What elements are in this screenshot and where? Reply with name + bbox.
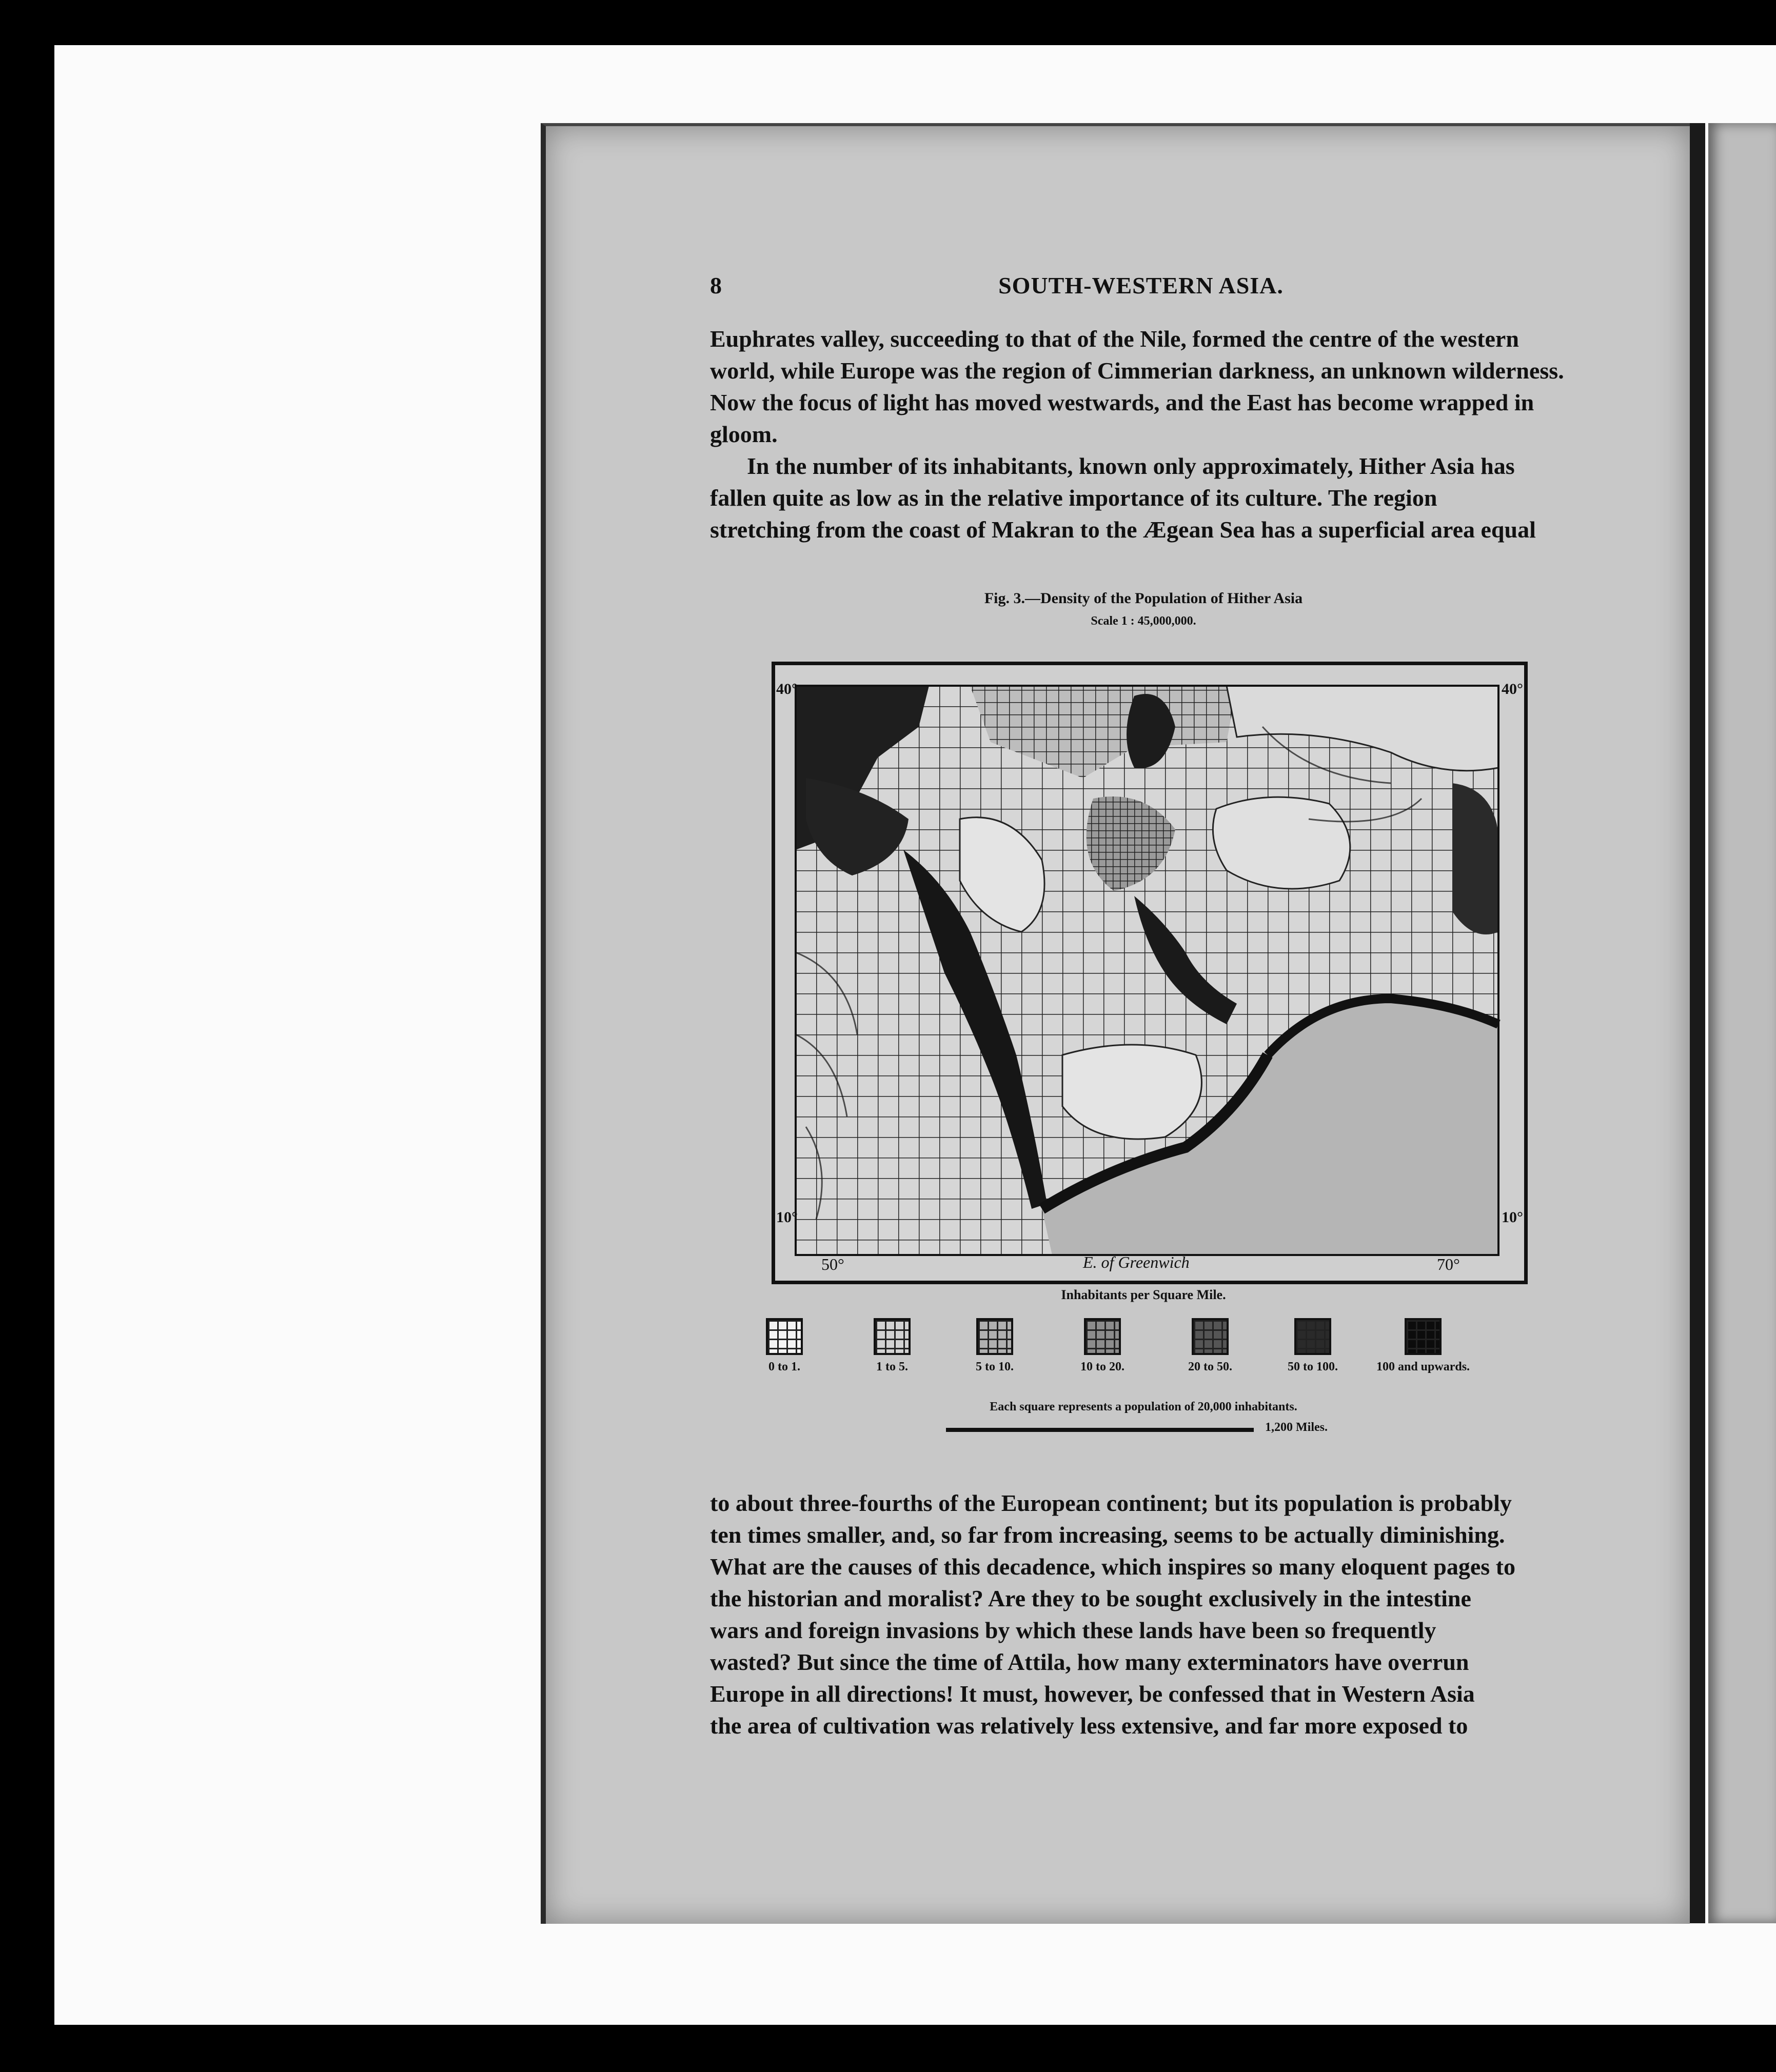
legend-item: [1361, 1318, 1485, 1374]
legend-item: [1059, 1318, 1146, 1374]
text-line: gloom.: [710, 421, 778, 447]
legend-label: 5 to 10.: [976, 1360, 1014, 1373]
legend-label: 100 and upwards.: [1376, 1360, 1470, 1373]
population-density-map: [772, 662, 1528, 1284]
map-graphic: [775, 665, 1517, 1273]
book-gutter: [1690, 123, 1705, 1923]
text-line: world, while Europe was the region of Cimmerian darkness, an unknown wilderness.: [710, 357, 1564, 384]
legend-swatch: [1084, 1318, 1121, 1355]
legend-item: [1269, 1318, 1356, 1374]
facing-page-edge: [1708, 123, 1776, 1923]
scale-bar: [946, 1428, 1254, 1432]
longitude-label-right: 70°: [1437, 1255, 1460, 1273]
legend-swatch: [1192, 1318, 1229, 1355]
latitude-label-bottom-right: 10°: [1502, 1209, 1523, 1226]
legend-label: 0 to 1.: [768, 1360, 800, 1373]
legend-label: 20 to 50.: [1188, 1360, 1232, 1373]
latitude-label-top-left: 40°: [776, 681, 798, 698]
text-line: What are the causes of this decadence, which inspires so many eloquent pages to: [710, 1553, 1515, 1580]
legend-item: [741, 1318, 828, 1374]
legend-swatch: [874, 1318, 911, 1355]
text-line: ten times smaller, and, so far from increasing, seems to be actually diminishing.: [710, 1522, 1505, 1548]
text-line: Europe in all directions! It must, however, be confessed that in Western Asia: [710, 1681, 1475, 1707]
figure-scale: Scale 1 : 45,000,000.: [1091, 614, 1196, 628]
legend-label: 10 to 20.: [1080, 1360, 1124, 1373]
text-line: fallen quite as low as in the relative importance of its culture. The region: [710, 485, 1437, 511]
latitude-label-top-right: 40°: [1502, 681, 1523, 698]
legend-label: 1 to 5.: [876, 1360, 908, 1373]
paragraph-bottom: [710, 1487, 1577, 1742]
page-content: [541, 123, 1685, 1921]
text-line: the area of cultivation was relatively less extensive, and far more exposed to: [710, 1712, 1468, 1739]
legend: [710, 1318, 1577, 1395]
running-title: SOUTH-WESTERN ASIA.: [998, 272, 1284, 298]
legend-item: [1167, 1318, 1254, 1374]
longitude-label-left: 50°: [821, 1255, 844, 1273]
latitude-label-bottom-left: 10°: [776, 1209, 798, 1226]
text-line: stretching from the coast of Makran to the Ægean Sea has a superficial area equal: [710, 516, 1536, 543]
text-line: to about three-fourths of the European continent; but its population is probably: [710, 1490, 1512, 1516]
legend-swatch: [1294, 1318, 1331, 1355]
page-number: 8: [710, 272, 722, 298]
text-line: Now the focus of light has moved westwards, and the East has become wrapped in: [710, 389, 1534, 415]
figure-title: Fig. 3.—Density of the Population of Hither Asia: [984, 590, 1303, 607]
legend-swatch: [766, 1318, 803, 1355]
text-line: wars and foreign invasions by which these lands have been so frequently: [710, 1617, 1436, 1643]
text-line: Euphrates valley, succeeding to that of the Nile, formed the centre of the western: [710, 326, 1519, 352]
legend-item: [951, 1318, 1038, 1374]
text-line: wasted? But since the time of Attila, how many exterminators have overrun: [710, 1649, 1469, 1675]
legend-swatch: [976, 1318, 1013, 1355]
paragraph-top: [710, 323, 1577, 546]
meridian-label: E. of Greenwich: [1083, 1253, 1190, 1271]
legend-label: 50 to 100.: [1288, 1360, 1338, 1373]
text-line: the historian and moralist? Are they to be sought exclusively in the intestine: [710, 1585, 1471, 1611]
figure-caption: [710, 590, 1577, 628]
text-line: In the number of its inhabitants, known only approximately, Hither Asia has: [747, 453, 1515, 479]
legend-title: Inhabitants per Square Mile.: [1061, 1287, 1226, 1302]
legend-swatch: [1405, 1318, 1442, 1355]
scale-bar-label: 1,200 Miles.: [1265, 1421, 1328, 1434]
legend-item: [848, 1318, 936, 1374]
legend-note: Each square represents a population of 20,000 inhabitants.: [990, 1400, 1297, 1413]
